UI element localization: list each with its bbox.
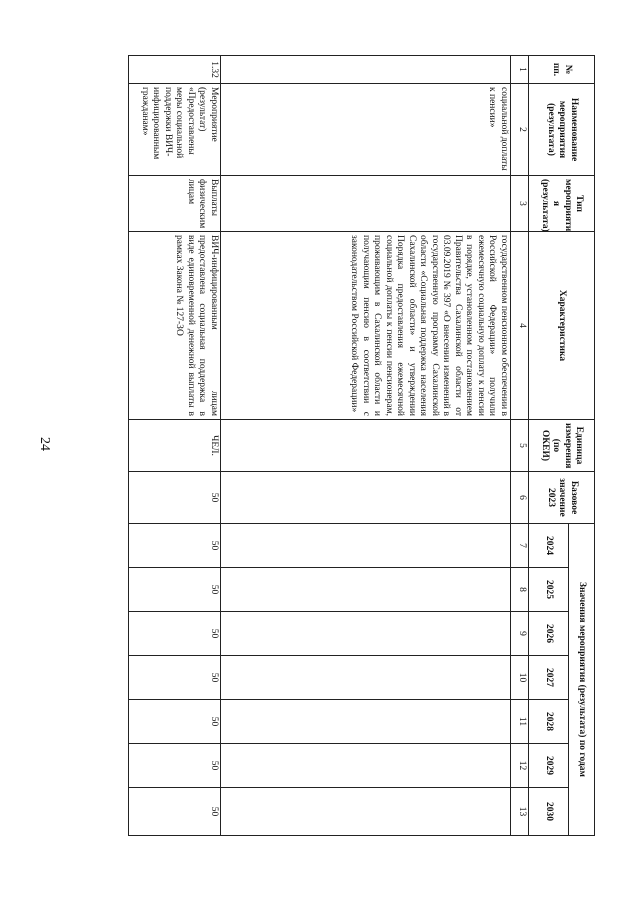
- row-value: 50: [129, 568, 221, 612]
- row-characteristic: государственном пенсионном обеспечении в Российской Федерации» получили ежемесячную социальную доплату к пенсии в порядке, установленном постановлением Правительства Сахалинской области от 03.09.2019 № 397 «О внесении изменений в государственную программу Сахалинской области «Социальная поддержка населения Сахалинской области» и утверждении Порядка предоставления ежемесячной социальной доплаты к пенсии пенсионерам, проживающим в Сахалинской области и получающим пенсию в соответствии с законодательством Российской Федерации»: [221, 232, 511, 420]
- row-value: [221, 700, 511, 744]
- row-no: [221, 56, 511, 84]
- header-unit: Единица измерения (по ОКЕИ): [529, 420, 595, 472]
- row-value: [221, 524, 511, 568]
- row-base: 50: [129, 472, 221, 524]
- row-unit: ЧЕЛ.: [129, 420, 221, 472]
- header-year: 2027: [529, 656, 569, 700]
- header-name: Наименование мероприятия (результата): [529, 84, 595, 176]
- rotated-table-page: [95, 55, 595, 835]
- column-numbers-row: [511, 56, 529, 836]
- column-number: 12: [511, 744, 529, 788]
- row-value: [221, 744, 511, 788]
- column-number: 10: [511, 656, 529, 700]
- table-row: [221, 56, 511, 836]
- header-year: 2028: [529, 700, 569, 744]
- column-number: 1: [511, 56, 529, 84]
- page-number: 24: [37, 437, 52, 451]
- row-type: Выплаты физическим лицам: [129, 176, 221, 232]
- row-value: 50: [129, 656, 221, 700]
- row-value: 50: [129, 788, 221, 836]
- row-no: 1.32: [129, 56, 221, 84]
- header-year: 2024: [529, 524, 569, 568]
- activities-table: [128, 55, 595, 836]
- column-number: 5: [511, 420, 529, 472]
- header-type: Тип мероприяти я (результата): [529, 176, 595, 232]
- column-number: 11: [511, 700, 529, 744]
- row-name: социальной доплаты к пенсии»: [221, 84, 511, 176]
- header-year: 2029: [529, 744, 569, 788]
- header-characteristic: Характеристика: [529, 232, 595, 420]
- header-year: 2026: [529, 612, 569, 656]
- row-unit: [221, 420, 511, 472]
- row-value: [221, 568, 511, 612]
- column-number: 8: [511, 568, 529, 612]
- row-value: [221, 788, 511, 836]
- header-base: Базовое значение 2023: [529, 472, 595, 524]
- row-value: [221, 612, 511, 656]
- row-value: 50: [129, 700, 221, 744]
- header-year: 2030: [529, 788, 569, 836]
- column-number: 4: [511, 232, 529, 420]
- row-name: Мероприятие (результат) «Предоставлены меры социальной поддержки ВИЧ-инфицированным гражданам»: [129, 84, 221, 176]
- row-base: [221, 472, 511, 524]
- column-number: 7: [511, 524, 529, 568]
- column-number: 9: [511, 612, 529, 656]
- header-values-group: Значения мероприятия (результата) по годам: [569, 524, 595, 836]
- column-number: 2: [511, 84, 529, 176]
- header-year: 2025: [529, 568, 569, 612]
- row-type: [221, 176, 511, 232]
- row-value: 50: [129, 612, 221, 656]
- row-characteristic: ВИЧ-инфицированным лицам предоставлена социальная поддержка в виде единовременной денежной выплаты в рамках Закона № 127-ЗО: [129, 232, 221, 420]
- row-value: 50: [129, 524, 221, 568]
- column-number: 6: [511, 472, 529, 524]
- header-no: № пп.: [529, 56, 595, 84]
- column-number: 13: [511, 788, 529, 836]
- row-value: [221, 656, 511, 700]
- row-value: 50: [129, 744, 221, 788]
- column-number: 3: [511, 176, 529, 232]
- table-row: [129, 56, 221, 836]
